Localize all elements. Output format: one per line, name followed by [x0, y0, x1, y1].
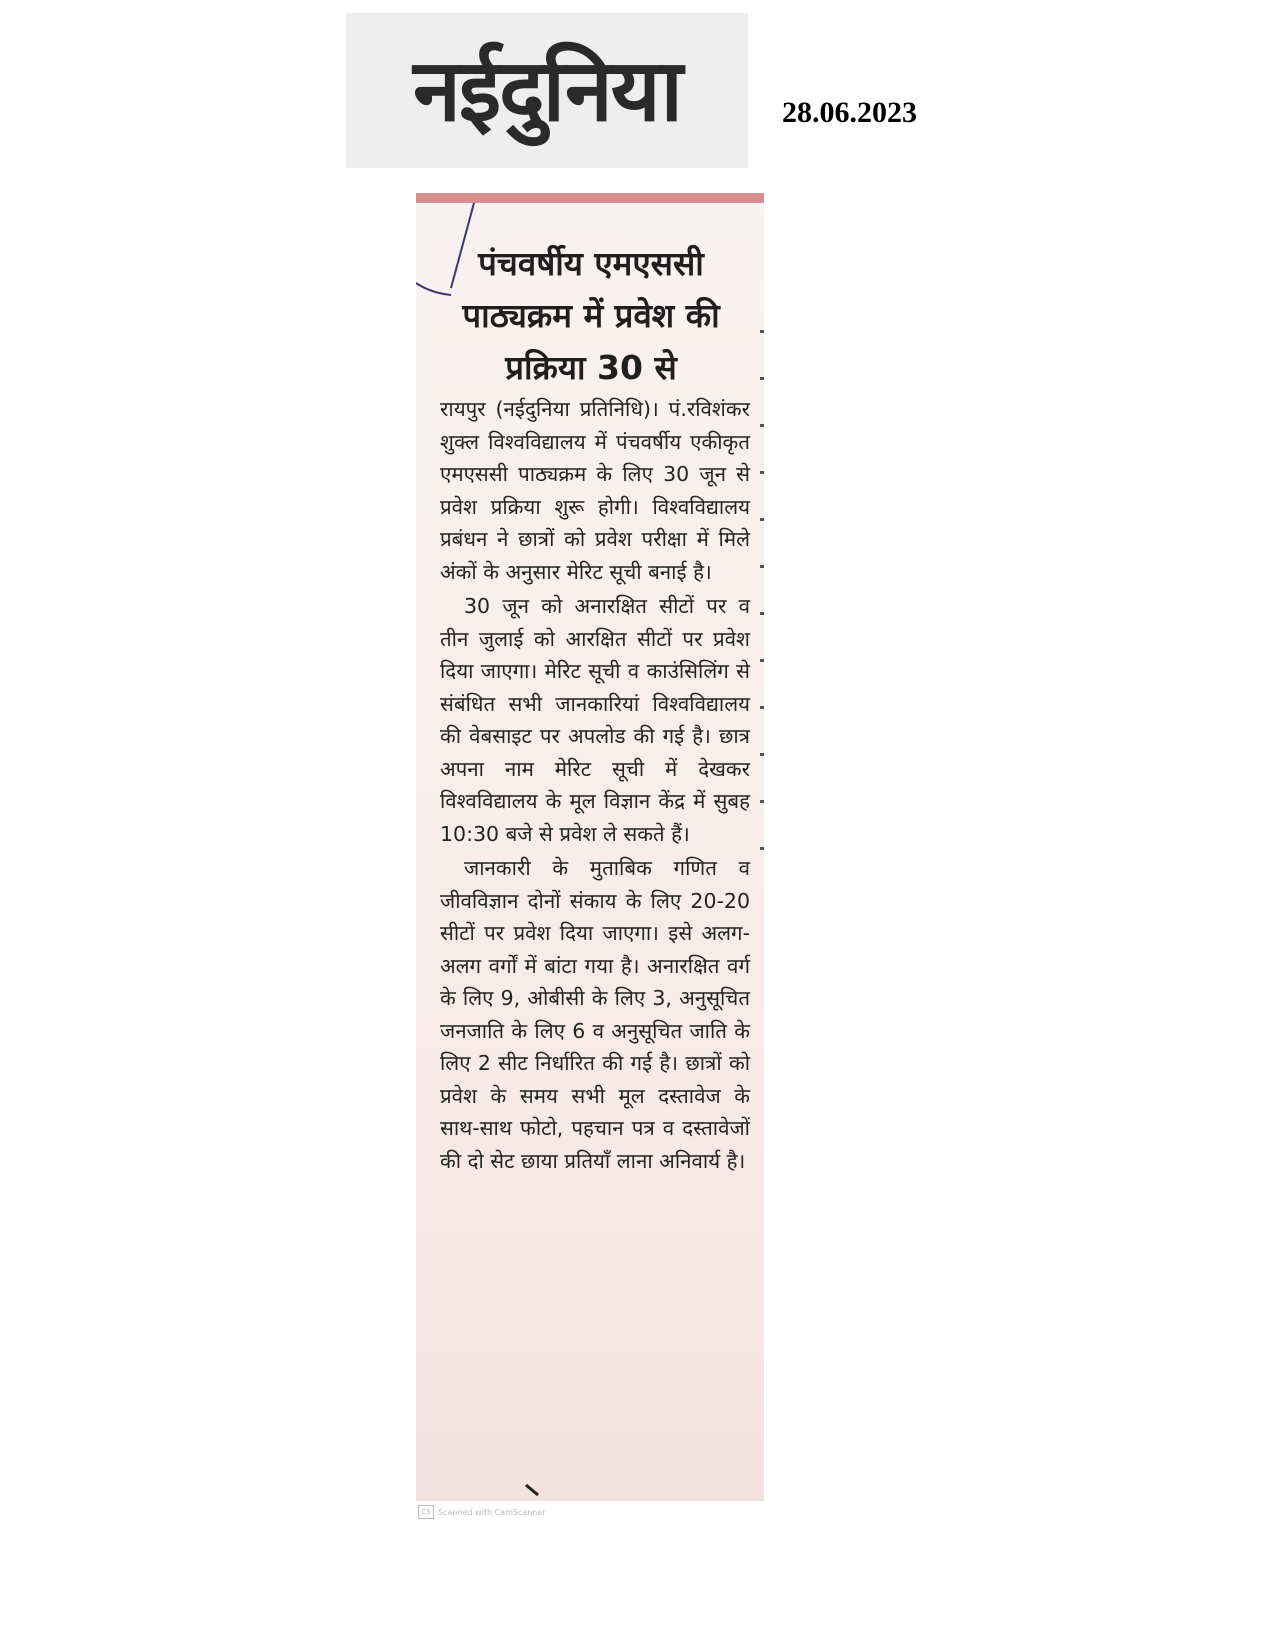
- newspaper-masthead: [346, 13, 748, 168]
- scanner-watermark-text: Scanned with CamScanner: [438, 1507, 546, 1517]
- camscanner-logo-icon: CS: [418, 1505, 434, 1519]
- article-paragraph: रायपुर (नईदुनिया प्रतिनिधि)। पं.रविशंकर शुक्ल विश्वविद्यालय में पंचवर्षीय एकीकृत एमएससी पाठ्यक्रम के लिए 30 जून से प्रवेश प्रक्रिया शुरू होगी। विश्वविद्यालय प्रबंधन ने छात्रों को प्रवेश परीक्षा में मिले अंकों के अनुसार मेरिट सूची बनाई है।: [440, 397, 750, 584]
- news-clipping: [416, 193, 764, 1501]
- masthead-logo-text: नईदुनिया: [413, 40, 681, 141]
- article-body: [440, 393, 750, 1179]
- headline-line: पंचवर्षीय एमएससी: [478, 244, 704, 283]
- headline-line: प्रक्रिया 30 से: [505, 348, 677, 387]
- headline-line: पाठ्यक्रम में प्रवेश की: [462, 296, 720, 335]
- article-paragraph: 30 जून को अनारक्षित सीटों पर व तीन जुलाई को आरक्षित सीटों पर प्रवेश दिया जाएगा। मेरिट सूची व काउंसिलिंग से संबंधित सभी जानकारियां विश्वविद्यालय की वेबसाइट पर अपलोड की गई है। छात्र अपना नाम मेरिट सूची में देखकर विश्वविद्यालय के मूल विज्ञान केंद्र में सुबह 10:30 बजे से प्रवेश ले सकते हैं।: [440, 594, 750, 846]
- article-headline: [438, 238, 744, 394]
- scanner-watermark: [418, 1505, 546, 1519]
- article-paragraph: जानकारी के मुताबिक गणित व जीवविज्ञान दोनों संकाय के लिए 20-20 सीटों पर प्रवेश दिया जाएगा। इसे अलग-अलग वर्गों में बांटा गया है। अनारक्षित वर्ग के लिए 9, ओबीसी के लिए 3, अनुसूचित जनजाति के लिए 6 व अनुसूचित जाति के लिए 2 सीट निर्धारित की गई है। छात्रों को प्रवेश के समय सभी मूल दस्तावेज के साथ-साथ फोटो, पहचान पत्र व दस्तावेजों की दो सेट छाया प्रतियाँ लाना अनिवार्य है।: [440, 856, 750, 1173]
- adjacent-column-edge: [760, 330, 770, 1030]
- publication-date: 28.06.2023: [782, 96, 917, 129]
- clipping-top-border: [416, 193, 764, 203]
